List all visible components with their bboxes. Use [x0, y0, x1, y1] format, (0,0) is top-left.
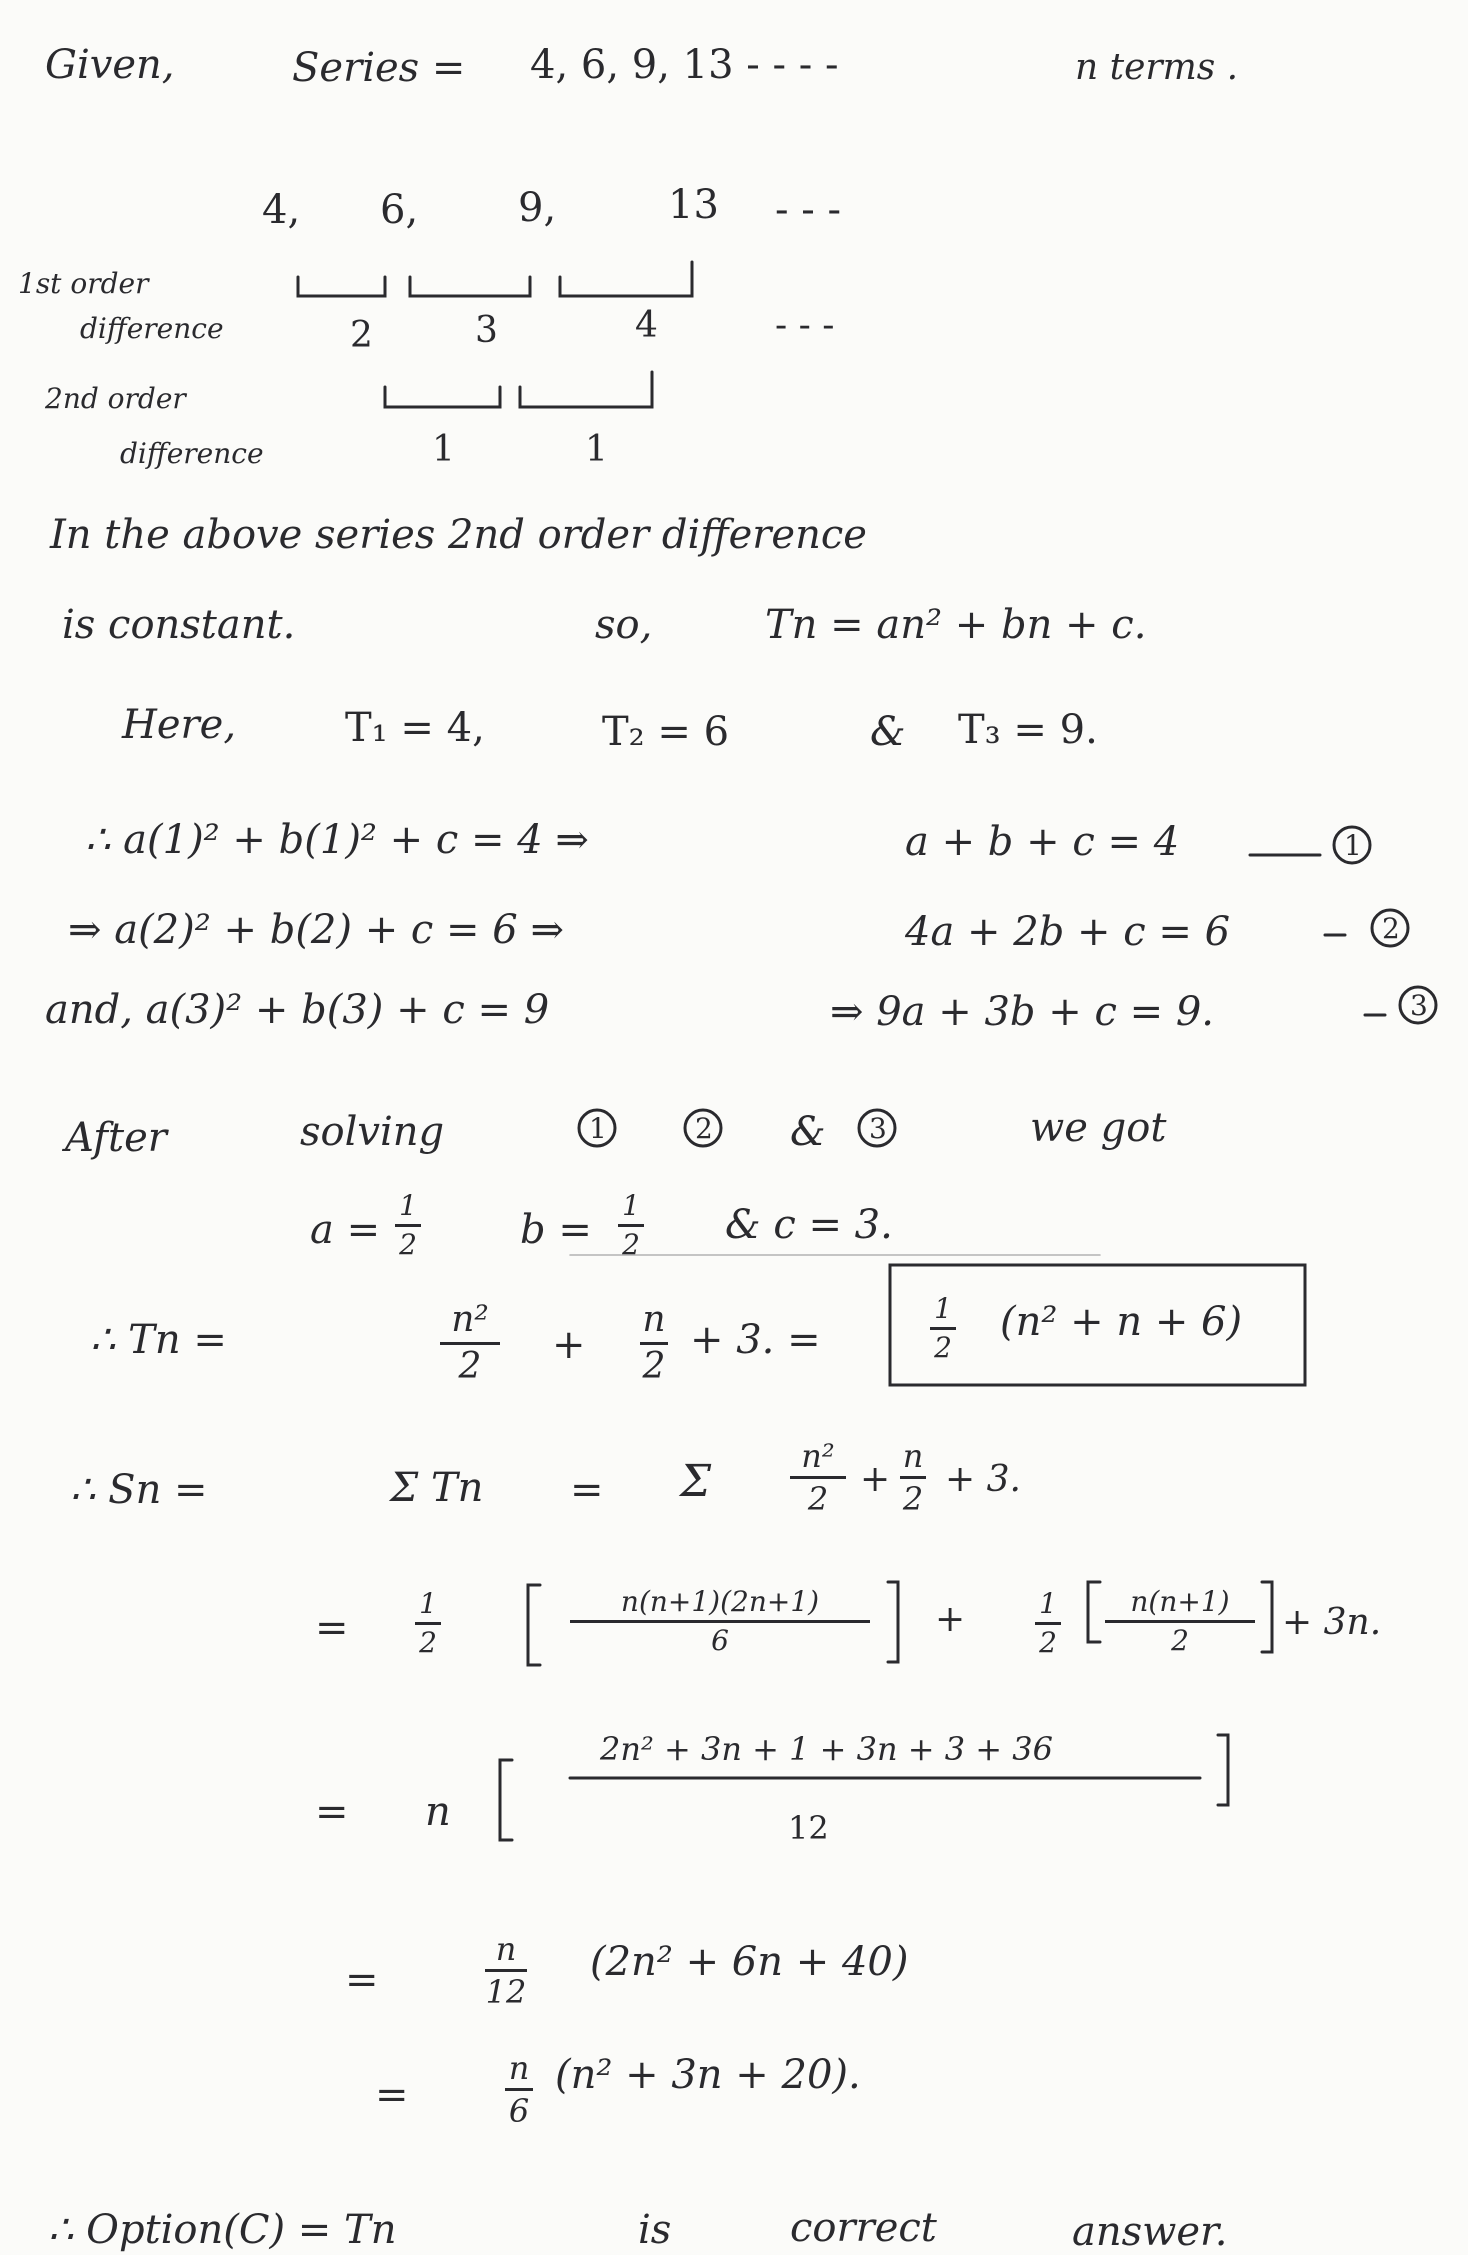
tn-n-over-2: n 2 — [640, 1302, 668, 1385]
tn-general-form: Tn = an² + bn + c. — [765, 602, 1147, 648]
first-diff-bracket-1 — [298, 277, 385, 296]
equation-2-rhs: 4a + 2b + c = 6 — [905, 909, 1231, 955]
step1-sum-squares: n(n+1)(2n+1) 6 — [570, 1588, 870, 1655]
sn-plus: + — [860, 1459, 891, 1500]
step4-fraction: n 6 — [505, 2052, 533, 2127]
first-diff-bracket-2 — [410, 277, 530, 296]
second-diff-bracket-1 — [385, 387, 500, 407]
tn-plus: + — [552, 1322, 586, 1368]
equation-3-rhs: ⇒ 9a + 3b + c = 9. — [830, 989, 1214, 1035]
equation-3-lhs: and, a(3)² + b(3) + c = 9 — [45, 987, 550, 1033]
step3-equals: = — [345, 1957, 379, 2003]
boxed-half: 1 2 — [930, 1295, 956, 1362]
step4-body: (n² + 3n + 20). — [555, 2052, 861, 2098]
conclusion-correct: correct — [790, 2205, 937, 2251]
sum-tn: Σ Tn — [390, 1465, 484, 1511]
step2-n: n — [425, 1789, 451, 1835]
equation-1-tag: 1 — [1344, 829, 1362, 862]
term-ellipsis: - - - — [775, 187, 841, 233]
term-3: 9, — [518, 185, 557, 231]
first-diff-ellipsis: - - - — [775, 305, 835, 346]
step2-numerator: 2n² + 3n + 1 + 3n + 3 + 36 — [600, 1730, 1053, 1768]
tn-tail: + 3. = — [690, 1317, 821, 1363]
step1-sum-n: n(n+1) 2 — [1105, 1588, 1255, 1655]
first-diff-bracket-3 — [560, 262, 692, 296]
statement-line-2a: is constant. — [62, 602, 296, 648]
a-value-fraction: 1 2 — [395, 1192, 421, 1259]
here-label: Here, — [122, 702, 237, 748]
t2-value: T₂ = 6 — [602, 709, 730, 755]
second-diff-2: 1 — [585, 429, 608, 470]
step1-plus: + — [935, 1599, 966, 1640]
solving-label: solving — [300, 1109, 445, 1155]
term-4: 13 — [668, 182, 719, 228]
solve-amp: & — [790, 1109, 826, 1155]
sn-n-over-2: n 2 — [900, 1440, 926, 1515]
step1-half-2: 1 2 — [1035, 1590, 1061, 1657]
sn-prefix: ∴ Sn = — [70, 1467, 208, 1513]
tn-prefix: ∴ Tn = — [90, 1317, 227, 1363]
first-order-label: 1st order — [18, 267, 149, 300]
solve-tag-1: 1 — [589, 1112, 607, 1145]
first-diff-1: 2 — [350, 315, 373, 356]
equation-1-lhs: ∴ a(1)² + b(1)² + c = 4 ⇒ — [85, 817, 589, 863]
second-diff-1: 1 — [432, 429, 455, 470]
term-1: 4, — [262, 187, 301, 233]
equation-2-tag: 2 — [1382, 912, 1400, 945]
boxed-tn-result: (n² + n + 6) — [1000, 1299, 1243, 1345]
sn-equals: = — [570, 1467, 604, 1513]
step3-body: (2n² + 6n + 40) — [590, 1939, 909, 1985]
amp: & — [870, 709, 906, 755]
first-diff-3: 4 — [635, 305, 658, 346]
conclusion-text: ∴ Option(C) = Tn — [48, 2207, 397, 2253]
n-terms: n terms . — [1075, 47, 1239, 88]
a-value-label: a = — [310, 1207, 381, 1253]
we-got-label: we got — [1030, 1105, 1167, 1151]
statement-line-1: In the above series 2nd order difference — [50, 512, 867, 558]
solve-tag-2: 2 — [695, 1112, 713, 1145]
c-value: & c = 3. — [725, 1202, 893, 1248]
equation-3-tag: 3 — [1410, 989, 1428, 1022]
sn-n2-over-2: n² 2 — [790, 1440, 846, 1515]
given-label: Given, — [45, 42, 175, 88]
step1-half: 1 2 — [415, 1590, 441, 1657]
step4-equals: = — [375, 2072, 409, 2118]
series-label: Series = — [292, 45, 466, 91]
term-2: 6, — [380, 187, 419, 233]
conclusion-answer: answer. — [1072, 2209, 1228, 2255]
solve-tag-3: 3 — [869, 1112, 887, 1145]
tn-n2-over-2: n² 2 — [440, 1302, 500, 1385]
conclusion-is: is — [638, 2207, 672, 2253]
step1-equals: = — [315, 1605, 349, 1651]
step2-denominator: 12 — [788, 1809, 829, 1847]
b-value-label: b = — [520, 1207, 592, 1253]
b-value-fraction: 1 2 — [618, 1192, 644, 1259]
second-order-label-2: difference — [120, 437, 264, 470]
sn-tail: + 3. — [945, 1459, 1021, 1500]
series-values: 4, 6, 9, 13 - - - - — [530, 42, 839, 88]
second-diff-bracket-2 — [520, 372, 652, 407]
statement-line-2b: so, — [595, 602, 653, 648]
step1-tail: + 3n. — [1282, 1602, 1382, 1643]
equation-2-lhs: ⇒ a(2)² + b(2) + c = 6 ⇒ — [68, 907, 564, 953]
t1-value: T₁ = 4, — [345, 705, 485, 751]
sigma: Σ — [680, 1456, 712, 1507]
t3-value: T₃ = 9. — [958, 707, 1098, 753]
equation-1-rhs: a + b + c = 4 — [905, 819, 1180, 865]
first-order-label-2: difference — [80, 312, 224, 345]
after-label: After — [65, 1115, 167, 1161]
first-diff-2: 3 — [475, 310, 498, 351]
step3-fraction: n 12 — [485, 1930, 527, 2011]
step2-equals: = — [315, 1789, 349, 1835]
second-order-label: 2nd order — [45, 382, 186, 415]
